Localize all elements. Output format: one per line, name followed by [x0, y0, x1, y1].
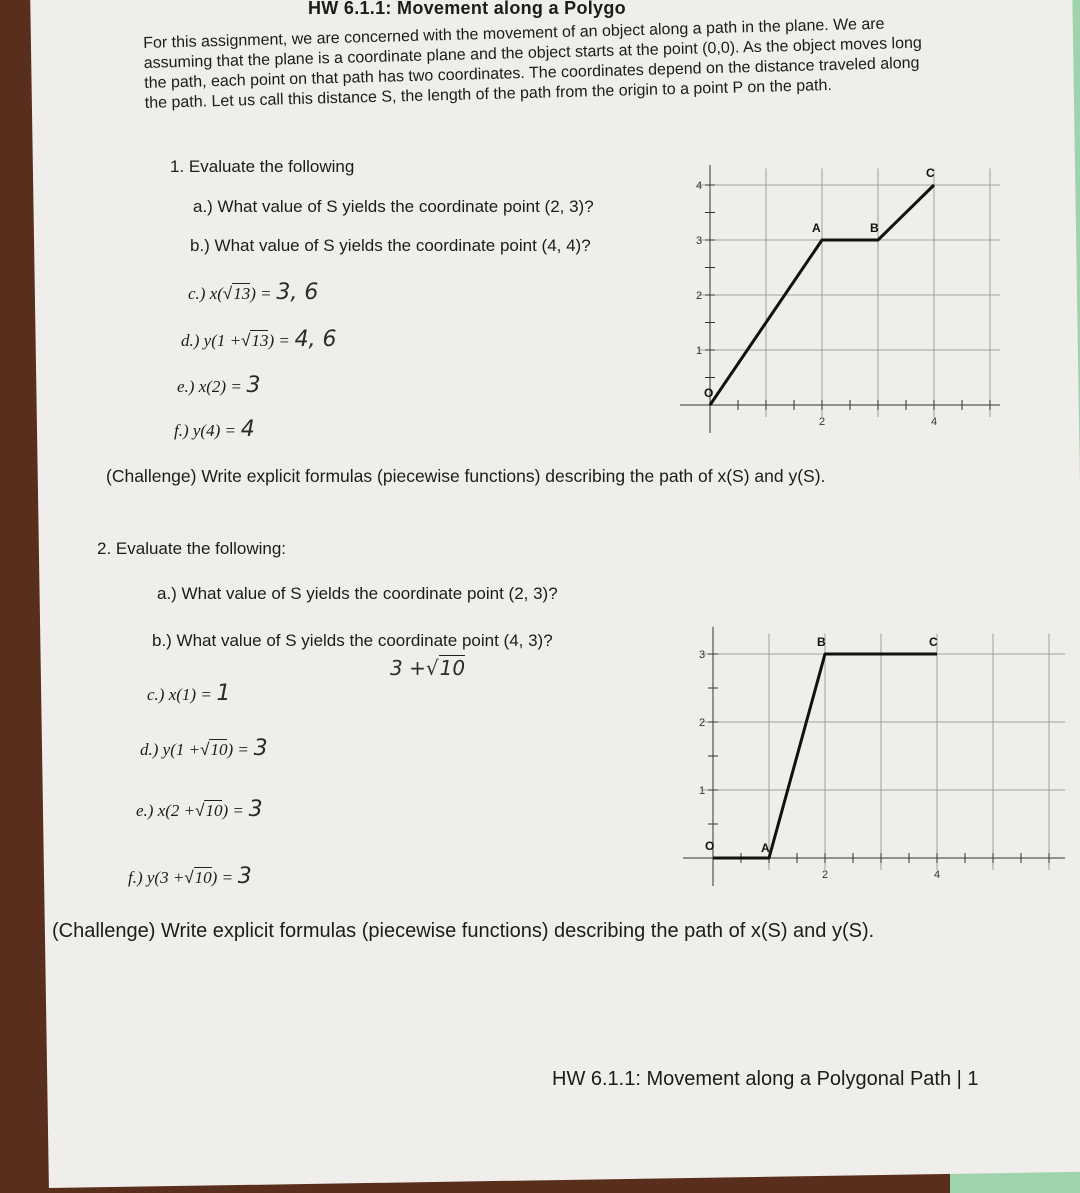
- y-tick-label: 1: [699, 785, 706, 797]
- p1-question-d: [181, 327, 337, 352]
- p1-question-f: [174, 417, 255, 442]
- p1-question-c: [188, 280, 318, 305]
- y-tick-label: 4: [696, 180, 703, 192]
- p2-challenge: (Challenge) Write explicit formulas (piecewise functions) describing the path of x(S) and y(S).: [52, 920, 875, 942]
- p2-question-b: b.) What value of S yields the coordinate point (4, 3)?: [152, 631, 553, 650]
- p2-question-a: a.) What value of S yields the coordinate point (2, 3)?: [157, 584, 558, 603]
- page-footer: HW 6.1.1: Movement along a Polygonal Path | 1: [552, 1068, 979, 1090]
- p2-d-prefix: d.) y(1 +: [140, 740, 201, 759]
- p1-c-prefix: c.) x(: [188, 284, 223, 303]
- y-tick-label: 3: [696, 235, 703, 247]
- graph-1: [660, 165, 1000, 445]
- p2-heading: 2. Evaluate the following:: [97, 539, 287, 558]
- p2-d-answer: 3: [253, 736, 268, 761]
- graph-2: [675, 600, 1065, 910]
- graph-1-labels: [696, 166, 937, 428]
- p2-question-d: [140, 736, 268, 761]
- p2-e-prefix: e.) x(2 +: [136, 801, 196, 820]
- p1-d-prefix: d.) y(1 +: [181, 331, 242, 350]
- p2-question-f: [128, 864, 252, 889]
- vertex-label-o: O: [704, 386, 714, 400]
- sqrt-icon: √: [241, 331, 251, 350]
- p2-b-answer-root: 10: [439, 656, 466, 680]
- sqrt-icon: √: [425, 656, 439, 680]
- p2-c-label: c.) x(1) =: [147, 685, 212, 704]
- p1-e-label: e.) x(2) =: [177, 377, 242, 396]
- p1-question-e: [177, 373, 261, 398]
- p2-e-root: 10: [205, 801, 223, 820]
- vertex-label-o: O: [705, 839, 715, 853]
- p2-b-answer-prefix: 3 +: [390, 656, 426, 680]
- p2-f-suffix: ) =: [211, 868, 234, 887]
- sqrt-icon: √: [222, 284, 233, 303]
- p2-f-answer: 3: [237, 864, 252, 889]
- vertex-label-b: B: [817, 635, 826, 649]
- p2-f-prefix: f.) y(3 +: [128, 868, 185, 887]
- x-tick-label: 4: [931, 416, 938, 428]
- p1-f-answer: 4: [240, 417, 255, 442]
- vertex-label-c: C: [926, 166, 935, 180]
- sqrt-icon: √: [200, 740, 210, 759]
- p1-c-answer: 3, 6: [276, 280, 319, 305]
- y-tick-label: 2: [696, 290, 703, 302]
- p1-c-suffix: ) =: [250, 284, 272, 303]
- y-tick-label: 1: [696, 345, 703, 357]
- y-tick-label: 2: [699, 717, 706, 729]
- p2-e-answer: 3: [248, 797, 263, 822]
- graph-2-grid: [701, 634, 1065, 870]
- x-tick-label: 4: [934, 869, 941, 881]
- p1-challenge: (Challenge) Write explicit formulas (piecewise functions) describing the path of x(S) and y(S).: [106, 466, 826, 486]
- p1-heading: 1. Evaluate the following: [170, 157, 355, 176]
- sqrt-icon: √: [195, 801, 205, 820]
- p2-d-suffix: ) =: [227, 740, 249, 759]
- vertex-label-b: B: [870, 221, 879, 235]
- intro-paragraph: For this assignment, we are concerned with the movement of an object along a path in the plane. We are assuming that the plane is a coordinate plane and the object starts at the point (0,0). As the object moves long the path, each point on that path has two coordinates. The coordinates depend on the distance traveled along the path. Let us call this distance S, the length of the path from the origin to a point P on the path.: [143, 15, 922, 112]
- p1-d-suffix: ) =: [268, 331, 290, 350]
- p1-d-answer: 4, 6: [294, 327, 337, 352]
- vertex-label-a: A: [761, 841, 770, 855]
- y-tick-label: 3: [699, 649, 706, 661]
- graph-2-axes: [683, 627, 1065, 886]
- p1-question-b: b.) What value of S yields the coordinate point (4, 4)?: [190, 236, 591, 255]
- p2-b-answer: [390, 656, 465, 680]
- p2-question-c: [147, 681, 231, 706]
- vertex-label-a: A: [812, 221, 821, 235]
- p2-f-root: 10: [194, 868, 212, 887]
- x-tick-label: 2: [819, 416, 826, 428]
- p2-c-answer: 1: [216, 681, 231, 706]
- page-title: HW 6.1.1: Movement along a Polygo: [308, 0, 626, 18]
- sqrt-icon: √: [184, 868, 194, 887]
- p1-e-answer: 3: [246, 373, 261, 398]
- p1-d-root: 13: [251, 331, 269, 350]
- x-tick-label: 2: [822, 869, 829, 881]
- graph-1-grid: [698, 169, 1000, 418]
- p2-d-root: 10: [210, 740, 228, 759]
- p2-e-suffix: ) =: [222, 801, 244, 820]
- p1-c-root: 13: [233, 284, 251, 303]
- p2-question-e: [136, 797, 263, 822]
- p1-question-a: a.) What value of S yields the coordinate point (2, 3)?: [193, 197, 594, 216]
- graph-1-axes: [680, 165, 1000, 433]
- p1-f-label: f.) y(4) =: [174, 421, 236, 440]
- vertex-label-c: C: [929, 635, 938, 649]
